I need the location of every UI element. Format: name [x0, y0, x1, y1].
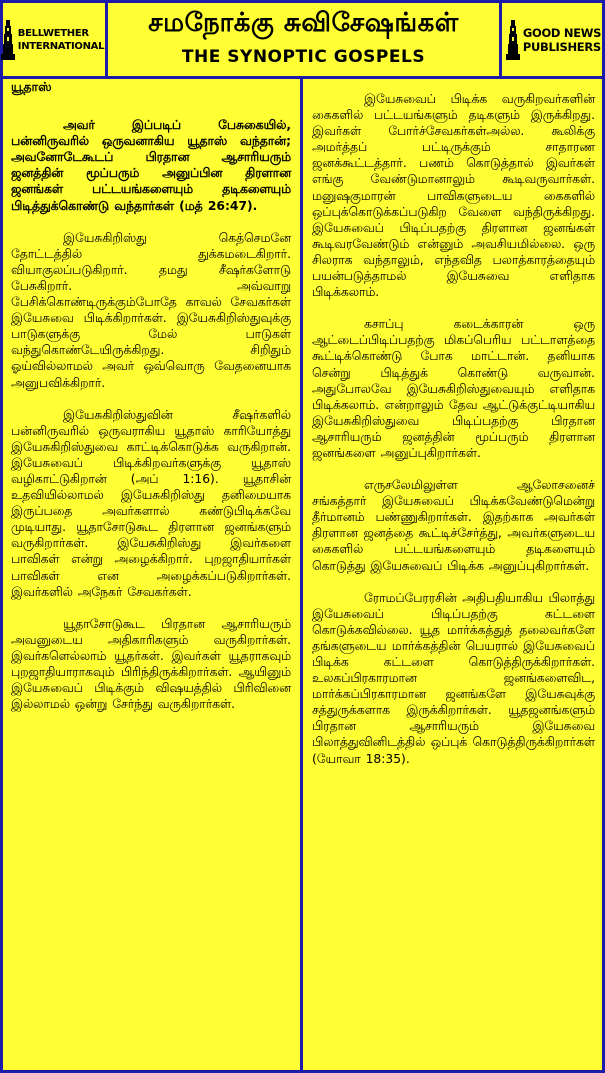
bellwether-logo-text: BELLWETHER INTERNATIONAL	[17, 27, 105, 52]
paragraph: யூதாசோடுகூட பிரதான ஆசாரியரும் அவனுடைய அதிகாரிகளும் வருகிறார்கள். இவர்களெல்லாம் யூதர்கள். இவர்கள் யூதராகவும் புறஜாதியாராகவும் பிரிந்திருக்கிறார்கள். ஆயினும் இயேசுவைப் பிடிக்கும் விஷயத்தில் பிரிவினை இல்லாமல் ஒன்று சேர்ந்து வருகிறார்கள்.	[11, 616, 291, 712]
good-news-logo	[499, 0, 605, 79]
good-news-tower-icon	[506, 20, 520, 60]
title-tamil: சமநோக்கு சுவிசேஷங்கள்	[148, 8, 459, 38]
page-header	[0, 0, 605, 79]
title-area	[108, 0, 499, 79]
paragraph: இயேசுவைப் பிடிக்க வருகிறவர்களின் கைகளில் பட்டயங்களும் தடிகளும் இருக்கிறது. இவர்கள் போர்ச்சேவகர்கள்அல்ல. கூலிக்கு அமர்த்தப் பட்டிருக்கும் சாதாரண ஜனக்கூட்டத்தார். பணம் கொடுத்தால் இவர்கள் எங்கு வேண்டுமானாலும் கூடிவருவார்கள். மனுஷகுமாரன் பாவிகளுடைய கைகளில் ஒப்புக்கொடுக்கப்படுகிற வேளை வந்திருக்கிறது. இயேசுவைப் பிடிப்பதற்கு திரளான ஜனங்கள் கூடிவரவேண்டும் என்னும் அவசியமில்லை. ஒரு சிலராக வந்தாலும், எந்தவித பலாத்காரத்தையும் பயன்படுத்தாமல் இயேசுவை எளிதாக பிடிக்கலாம்.	[312, 92, 595, 300]
section-heading: யூதாஸ்	[11, 79, 52, 94]
paragraph: கசாப்பு கடைக்காரன் ஒரு ஆட்டைப்பிடிப்பதற்கு மிகப்பெரிய பட்டாளத்தை கூட்டிக்கொண்டு போக மாட்டான். தனியாக சென்று பிடித்துக் கொண்டு வருவான். அதுபோலவே இயேசுகிறிஸ்துவையும் எளிதாக பிடிக்கலாம். என்றாலும் தேவ ஆட்டுக்குட்டியாகிய இயேசுகிறிஸ்துவை பிடிப்பதற்கு பிரதான ஆசாரியரும் ஜனத்தின் மூப்பரும் திரளான ஜனங்களை அனுப்புகிறார்கள்.	[312, 317, 595, 460]
right-column	[312, 79, 595, 767]
paragraph: இயேசுகிறிஸ்து கெத்செமனே தோட்டத்தில் துக்கமடைகிறார். வியாகுலப்படுகிறார். தமது சீஷர்களோடு பேசுகிறார். அவ்வாறு பேசிக்கொண்டிருக்கும்போதே காவல் சேவகர்கள் இயேசுவை பிடிக்கிறார்கள். இயேசுகிறிஸ்துவுக்கு பாடுகளுக்கு மேல் பாடுகள் வந்துகொண்டேயிருக்கிறது. சிறிதும் ஓய்வில்லாமல் அவர் ஒவ்வொரு வேதனையாக அனுபவிக்கிறார்.	[11, 230, 291, 390]
paragraph: எருசலேமிலுள்ள ஆலோசனைச் சங்கத்தார் இயேசுவைப் பிடிக்கவேண்டுமென்று தீர்மானம் பண்ணுகிறார்கள். இதற்காக அவர்கள் திரளான ஜனத்தை கூட்டிச்சேர்த்து, அவர்களுடைய கைகளில் பட்டயங்களையும் தடிகளையும் கொடுத்து இயேசுவைப் பிடிக்க அனுப்புகிறார்கள்.	[312, 478, 595, 573]
bellwether-tower-icon	[1, 20, 15, 60]
bellwether-logo	[0, 0, 108, 79]
good-news-logo-text: GOOD NEWS PUBLISHERS	[522, 25, 602, 54]
column-divider	[300, 79, 303, 1073]
title-english: THE SYNOPTIC GOSPELS	[181, 47, 426, 67]
paragraph: ரோமப்பேரரசின் அதிபதியாகிய பிலாத்து இயேசுவைப் பிடிப்பதற்கு கட்டளை கொடுக்கவில்லை. யூத மார்க்கத்துத் தலைவர்களே தங்களுடைய மார்க்கத்தின் பெயரால் இயேசுவைப் பிடிக்க கட்டளை கொடுத்திருக்கிறார்கள். உலகப்பிரகாரமான ஜனங்களைவிட, மார்க்கப்பிரகாரமான ஜனங்களே இயேசுவுக்கு சத்துருக்களாக இருக்கிறார்கள். யூதஜனங்களும் பிரதான ஆசாரியரும் இயேசுவை பிலாத்துவினிடத்தில் ஒப்புக் கொடுத்திருக்கிறார்கள் (யோவா 18:35).	[312, 590, 595, 766]
scripture-quote: அவர் இப்படிப் பேசுகையில், பன்னிருவரில் ஒருவனாகிய யூதாஸ் வந்தான்; அவனோடேகூடப் பிரதான ஆசாரியரும் ஜனத்தின் மூப்பரும் அனுப்பின திரளான ஜனங்கள் பட்டயங்களையும் தடிகளையும் பிடித்துக்கொண்டு வந்தார்கள் (மத் 26:47).	[11, 118, 291, 213]
left-column	[11, 79, 291, 712]
paragraph: இயேசுகிறிஸ்துவின் சீஷர்களில் பன்னிருவரில் ஒருவராகிய யூதாஸ் காரியோத்து இயேசுகிறிஸ்துவை காட்டிக்கொடுக்க வருகிறான். இயேசுவைப் பிடிக்கிறவர்களுக்கு யூதாஸ் வழிகாட்டுகிறான் (அப் 1:16). யூதாசின் உதவியில்லாமல் இயேசுகிறிஸ்து தனிமையாக இருப்பதை அவர்களால் கண்டுபிடிக்கவே முடியாது. யூதாசோடுகூட திரளான ஜனங்களும் வருகிறார்கள். இயேசுகிறிஸ்து இவர்களை பாவிகள் என்று அழைக்கிறார். புறஜாதியார்கள் பாவிகள் என அழைக்கப்படுகிறார்கள். இவர்களில் அநேகர் சேவகர்கள்.	[11, 407, 291, 599]
